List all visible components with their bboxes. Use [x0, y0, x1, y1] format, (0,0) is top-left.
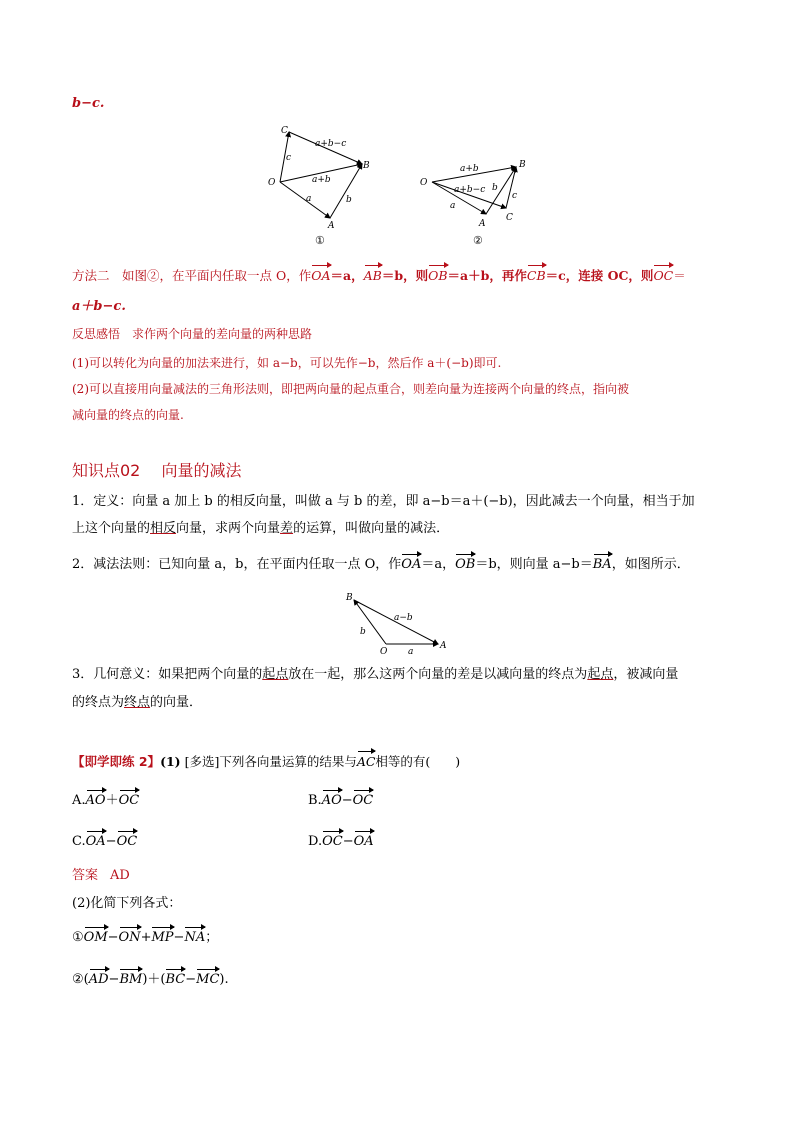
- method2-eq-ab: ＝a＋b，再作: [447, 268, 527, 283]
- option-A-label: A.: [72, 793, 86, 808]
- fig1-label-A: A: [328, 221, 335, 231]
- q2-op3: −: [185, 972, 197, 987]
- reflect-point-2a: (2)可以直接用向量减法的三角形法则，即把两向量的起点重合，则差向量为连接两个向量的终点，指向被: [72, 382, 630, 396]
- fig1-label-b: b: [346, 195, 352, 205]
- part2-heading: (2)化简下列各式：: [72, 896, 182, 911]
- fig2-caption: ②: [473, 234, 483, 247]
- method2-eq-b: ＝b，则: [381, 268, 429, 283]
- exercise-text: [多选]下列各向量运算的结果与: [180, 754, 357, 769]
- vector-AC: AC: [357, 752, 376, 772]
- fig3-vector-b: [354, 600, 386, 644]
- q1-op2: +: [140, 930, 152, 945]
- option-C-vec1: OA: [86, 832, 106, 852]
- option-B-vec1: AO: [322, 791, 342, 811]
- vector-AB: AB: [364, 266, 382, 286]
- vector-OA-rule: OA: [401, 555, 421, 575]
- option-D-label: D.: [308, 834, 323, 849]
- vector-OB-rule: OB: [455, 555, 475, 575]
- section-heading: 知识点02 向量的减法: [72, 461, 242, 480]
- vector-BA: BA: [593, 555, 612, 575]
- q1-op3: −: [173, 930, 185, 945]
- figure-2: [418, 154, 536, 248]
- q1-end: ；: [205, 930, 219, 945]
- geo-pre: 3．几何意义：如果把两个向量的: [72, 667, 263, 682]
- q2-pre: ②(: [72, 972, 89, 987]
- question-2: [72, 970, 229, 990]
- fig3-label-b: b: [360, 627, 366, 637]
- option-B: [308, 791, 373, 811]
- fig2-label-c: c: [512, 191, 518, 201]
- rule-eq-b: ＝b，则向量 a−b＝: [475, 557, 593, 572]
- answer-value: AD: [110, 868, 130, 883]
- q1-vec3: MP: [151, 928, 173, 948]
- method2-prefix: 方法二 如图②，在平面内任取一点 O，作: [72, 268, 312, 283]
- q2-op2: )＋(: [142, 972, 166, 987]
- answer-label: 答案: [72, 868, 99, 883]
- fig1-label-c: c: [286, 153, 292, 163]
- top-fragment: b−c.: [72, 96, 105, 111]
- reflect-title: 反思感悟 求作两个向量的差向量的两种思路: [72, 327, 313, 341]
- option-A-vec1: AO: [86, 791, 106, 811]
- option-B-op: −: [341, 793, 353, 808]
- q1-vec2: ON: [119, 928, 141, 948]
- geo-underline-start2: 起点: [587, 667, 614, 682]
- q2-vec2: BM: [119, 970, 142, 990]
- q1-vec1: OM: [84, 928, 108, 948]
- fig1-label-O: O: [268, 178, 276, 188]
- rule-post: ，如图所示．: [611, 557, 690, 572]
- geo2-post: 的向量．: [150, 695, 203, 710]
- fig1-vector-b: [330, 164, 362, 218]
- geo-line2: [72, 693, 202, 713]
- method2-line2: a＋b−c.: [72, 299, 126, 314]
- option-D-op: −: [342, 834, 354, 849]
- fig2-label-B: B: [519, 160, 526, 170]
- rule-line: [72, 555, 690, 575]
- fig2-label-a: a: [450, 201, 456, 211]
- fig1-caption: ①: [315, 234, 325, 247]
- fig3-label-O: O: [380, 647, 388, 657]
- method2-line1: [72, 266, 686, 286]
- geo-mid: 放在一起，那么这两个向量的差是以减向量的终点为: [288, 667, 588, 682]
- def-post: 的运算，叫做向量的减法．: [293, 521, 450, 536]
- vector-CB: CB: [527, 266, 546, 286]
- exercise-tag: 【即学即练 2】: [72, 754, 161, 769]
- reflect-point-1: (1)可以转化为向量的加法来进行，如 a−b，可以先作−b，然后作 a＋(−b)即可.: [72, 356, 502, 370]
- option-B-label: B.: [308, 793, 322, 808]
- q2-end: ).: [219, 972, 229, 987]
- figure-3: [340, 586, 452, 658]
- fig2-label-A: A: [479, 219, 486, 229]
- fig1-label-ab: a+b: [312, 175, 331, 185]
- geo2-pre: 的终点为: [72, 695, 125, 710]
- vector-OC: OC: [653, 266, 673, 286]
- vector-OB: OB: [428, 266, 447, 286]
- geo-underline-end: 终点: [124, 695, 151, 710]
- def-underline-opposite: 相反: [150, 521, 177, 536]
- fig3-label-amb: a−b: [394, 613, 413, 623]
- def-pre: 上这个向量的: [72, 521, 151, 536]
- question-1: [72, 928, 218, 948]
- exercise-header: [72, 752, 460, 772]
- geo-post: ，被减向量: [613, 667, 679, 682]
- option-C-label: C.: [72, 834, 86, 849]
- option-B-vec2: OC: [353, 791, 374, 811]
- method2-eq-c: ＝c，连接 OC，则: [545, 268, 654, 283]
- fig1-label-B: B: [363, 161, 370, 171]
- option-C-op: −: [105, 834, 117, 849]
- rule-eq-a: ＝a，: [421, 557, 456, 572]
- method2-eq-a: ＝a，: [330, 268, 364, 283]
- definition-line2: [72, 519, 449, 539]
- fig2-label-ab: a+b: [460, 164, 479, 174]
- fig2-label-O: O: [420, 178, 428, 188]
- fig1-label-abc: a+b−c: [315, 139, 347, 149]
- fig2-label-abc: a+b−c: [454, 185, 486, 195]
- q1-op1: −: [107, 930, 119, 945]
- fig1-vector-a: [280, 182, 330, 218]
- geo-underline-start1: 起点: [262, 667, 289, 682]
- answer-line: [72, 866, 130, 886]
- def-mid: 向量，求两个向量: [176, 521, 281, 536]
- q1-pre: ①: [72, 930, 84, 945]
- vector-OA: OA: [311, 266, 330, 286]
- option-A: [72, 791, 139, 811]
- fig3-label-A: A: [440, 641, 447, 651]
- option-D-vec2: OA: [354, 832, 374, 852]
- def-underline-difference: 差: [280, 521, 294, 536]
- option-A-op: ＋: [105, 793, 119, 808]
- method2-eq: ＝: [673, 268, 686, 283]
- q2-vec4: MC: [196, 970, 219, 990]
- figure-1: [262, 122, 372, 248]
- fig1-label-C: C: [281, 126, 288, 136]
- q2-vec3: BC: [165, 970, 185, 990]
- q2-op1: −: [108, 972, 120, 987]
- exercise-num: (1): [160, 754, 181, 769]
- option-A-vec2: OC: [119, 791, 140, 811]
- q1-vec4: NA: [184, 928, 205, 948]
- option-C-vec2: OC: [117, 832, 138, 852]
- q2-vec1: AD: [89, 970, 109, 990]
- reflect-point-2b: 减向量的终点的向量.: [72, 408, 184, 422]
- exercise-tail: 相等的有( ): [375, 754, 461, 769]
- fig3-label-a: a: [408, 647, 414, 657]
- geo-line1: [72, 665, 678, 685]
- option-D: [308, 832, 374, 852]
- fig2-label-C: C: [506, 213, 513, 223]
- fig2-vector-c: [506, 167, 516, 208]
- fig3-label-B: B: [346, 593, 353, 603]
- option-C: [72, 832, 137, 852]
- fig1-label-a: a: [306, 194, 312, 204]
- definition-line1: 1．定义：向量 a 加上 b 的相反向量，叫做 a 与 b 的差，即 a−b＝a＋(−b)，因此减去一个向量，相当于加: [72, 494, 695, 509]
- fig2-label-b: b: [492, 183, 498, 193]
- rule-pre: 2．减法法则：已知向量 a，b，在平面内任取一点 O，作: [72, 557, 402, 572]
- option-D-vec1: OC: [322, 832, 343, 852]
